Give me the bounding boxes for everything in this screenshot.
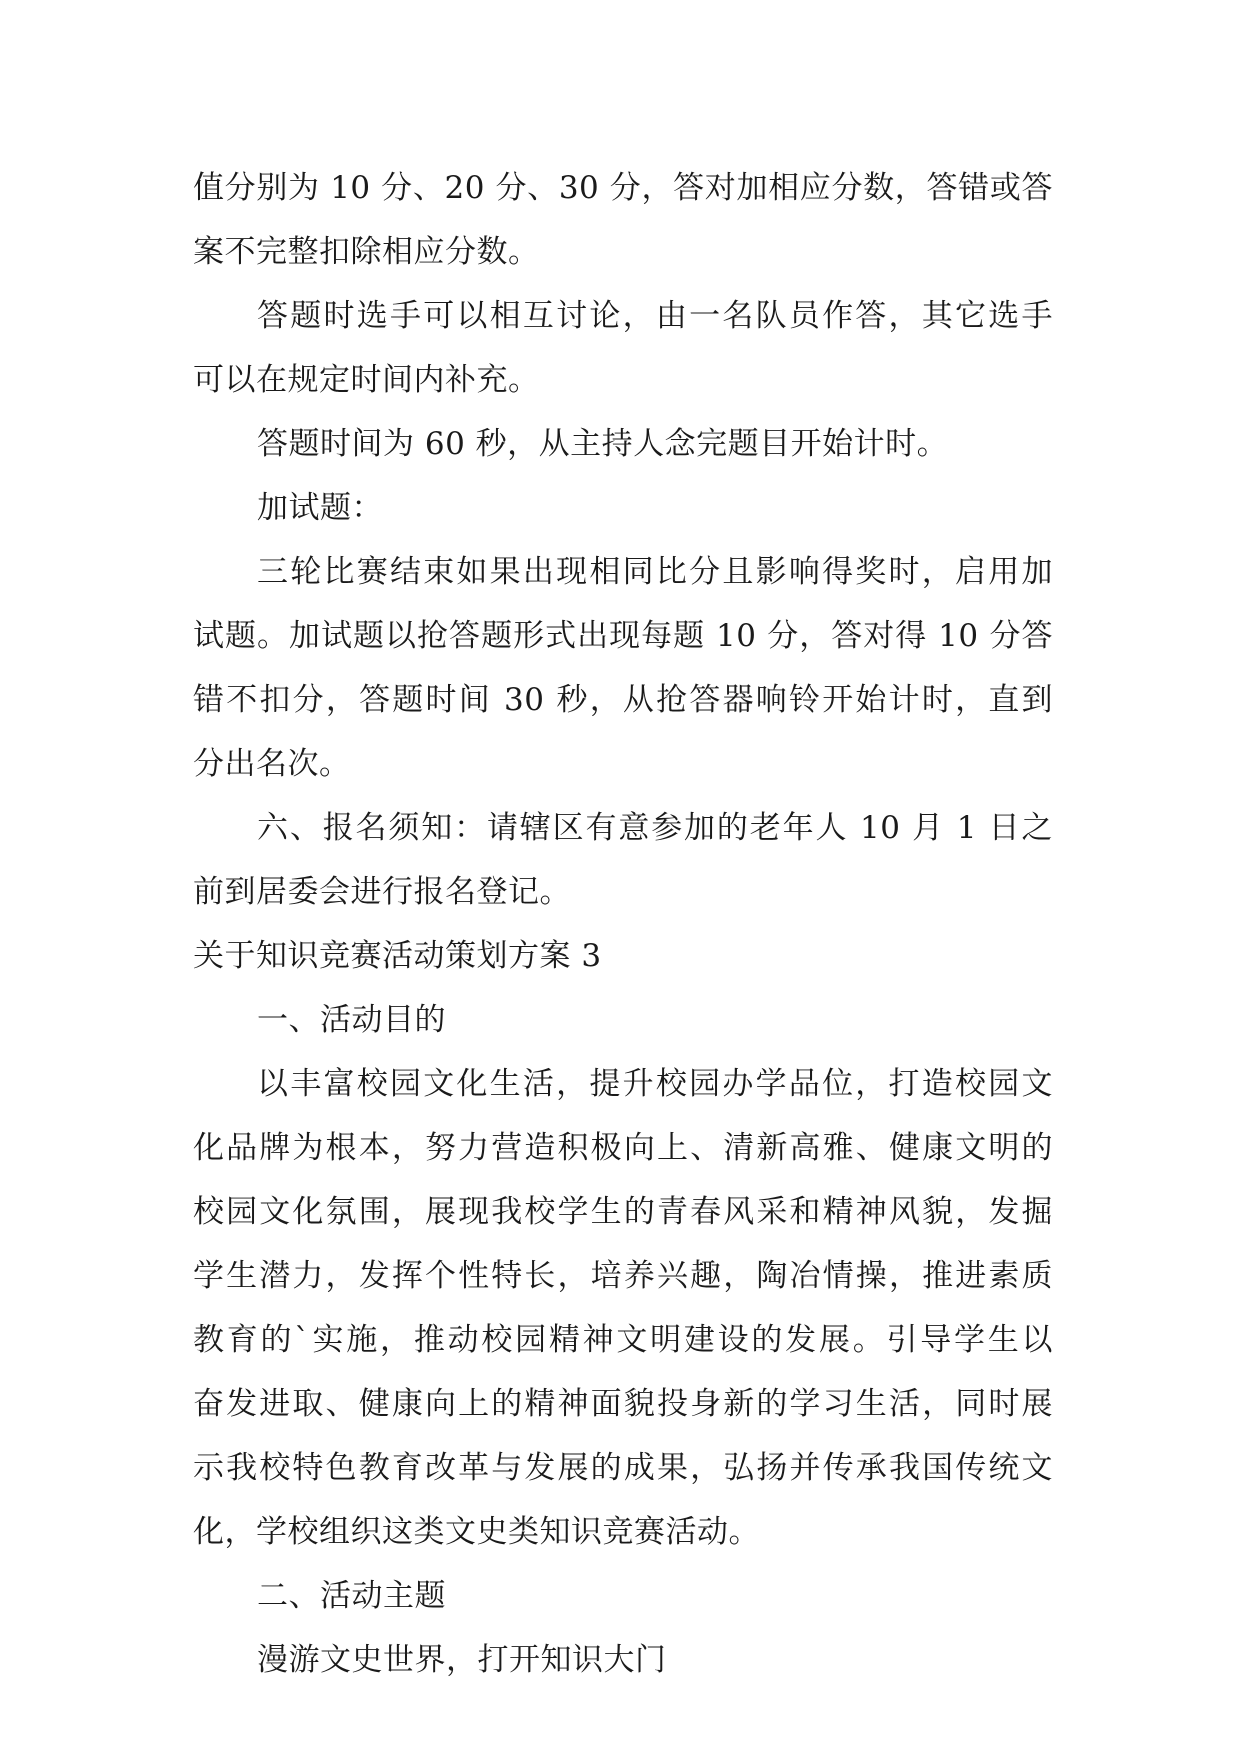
paragraph-line: 示我校特色教育改革与发展的成果，弘扬并传承我国传统文 [193, 1450, 1053, 1486]
paragraph-line: 答题时选手可以相互讨论，由一名队员作答，其它选手 [257, 298, 1053, 334]
paragraph-line: 可以在规定时间内补充。 [193, 362, 540, 398]
paragraph-line: 教育的`实施，推动校园精神文明建设的发展。引导学生以 [193, 1322, 1053, 1358]
paragraph-line: 化品牌为根本，努力营造积极向上、清新高雅、健康文明的 [193, 1130, 1053, 1166]
paragraph-line: 奋发进取、健康向上的精神面貌投身新的学习生活，同时展 [193, 1386, 1053, 1422]
paragraph-line: 漫游文史世界，打开知识大门 [257, 1642, 667, 1678]
paragraph-line: 三轮比赛结束如果出现相同比分且影响得奖时，启用加 [257, 554, 1053, 590]
paragraph-line: 前到居委会进行报名登记。 [193, 874, 571, 910]
paragraph-line: 答题时间为 60 秒，从主持人念完题目开始计时。 [257, 426, 949, 462]
paragraph-line: 值分别为 10 分、20 分、30 分，答对加相应分数，答错或答 [193, 170, 1053, 206]
section-title: 关于知识竞赛活动策划方案 3 [193, 938, 602, 974]
section-heading: 二、活动主题 [257, 1578, 446, 1614]
paragraph-line: 错不扣分，答题时间 30 秒，从抢答器响铃开始计时，直到 [193, 682, 1053, 718]
section-heading: 一、活动目的 [257, 1002, 446, 1038]
paragraph-line: 加试题： [257, 490, 383, 526]
paragraph-line: 以丰富校园文化生活，提升校园办学品位，打造校园文 [257, 1066, 1053, 1102]
paragraph-line: 化，学校组织这类文史类知识竞赛活动。 [193, 1514, 760, 1550]
paragraph-line: 六、报名须知：请辖区有意参加的老年人 10 月 1 日之 [257, 810, 1053, 846]
paragraph-line: 分出名次。 [193, 746, 351, 782]
paragraph-line: 校园文化氛围，展现我校学生的青春风采和精神风貌，发掘 [193, 1194, 1053, 1230]
document-body [193, 156, 1053, 1692]
paragraph-line: 学生潜力，发挥个性特长，培养兴趣，陶冶情操，推进素质 [193, 1258, 1053, 1294]
paragraph-line: 案不完整扣除相应分数。 [193, 234, 540, 270]
paragraph-line: 试题。加试题以抢答题形式出现每题 10 分，答对得 10 分答 [193, 618, 1053, 654]
